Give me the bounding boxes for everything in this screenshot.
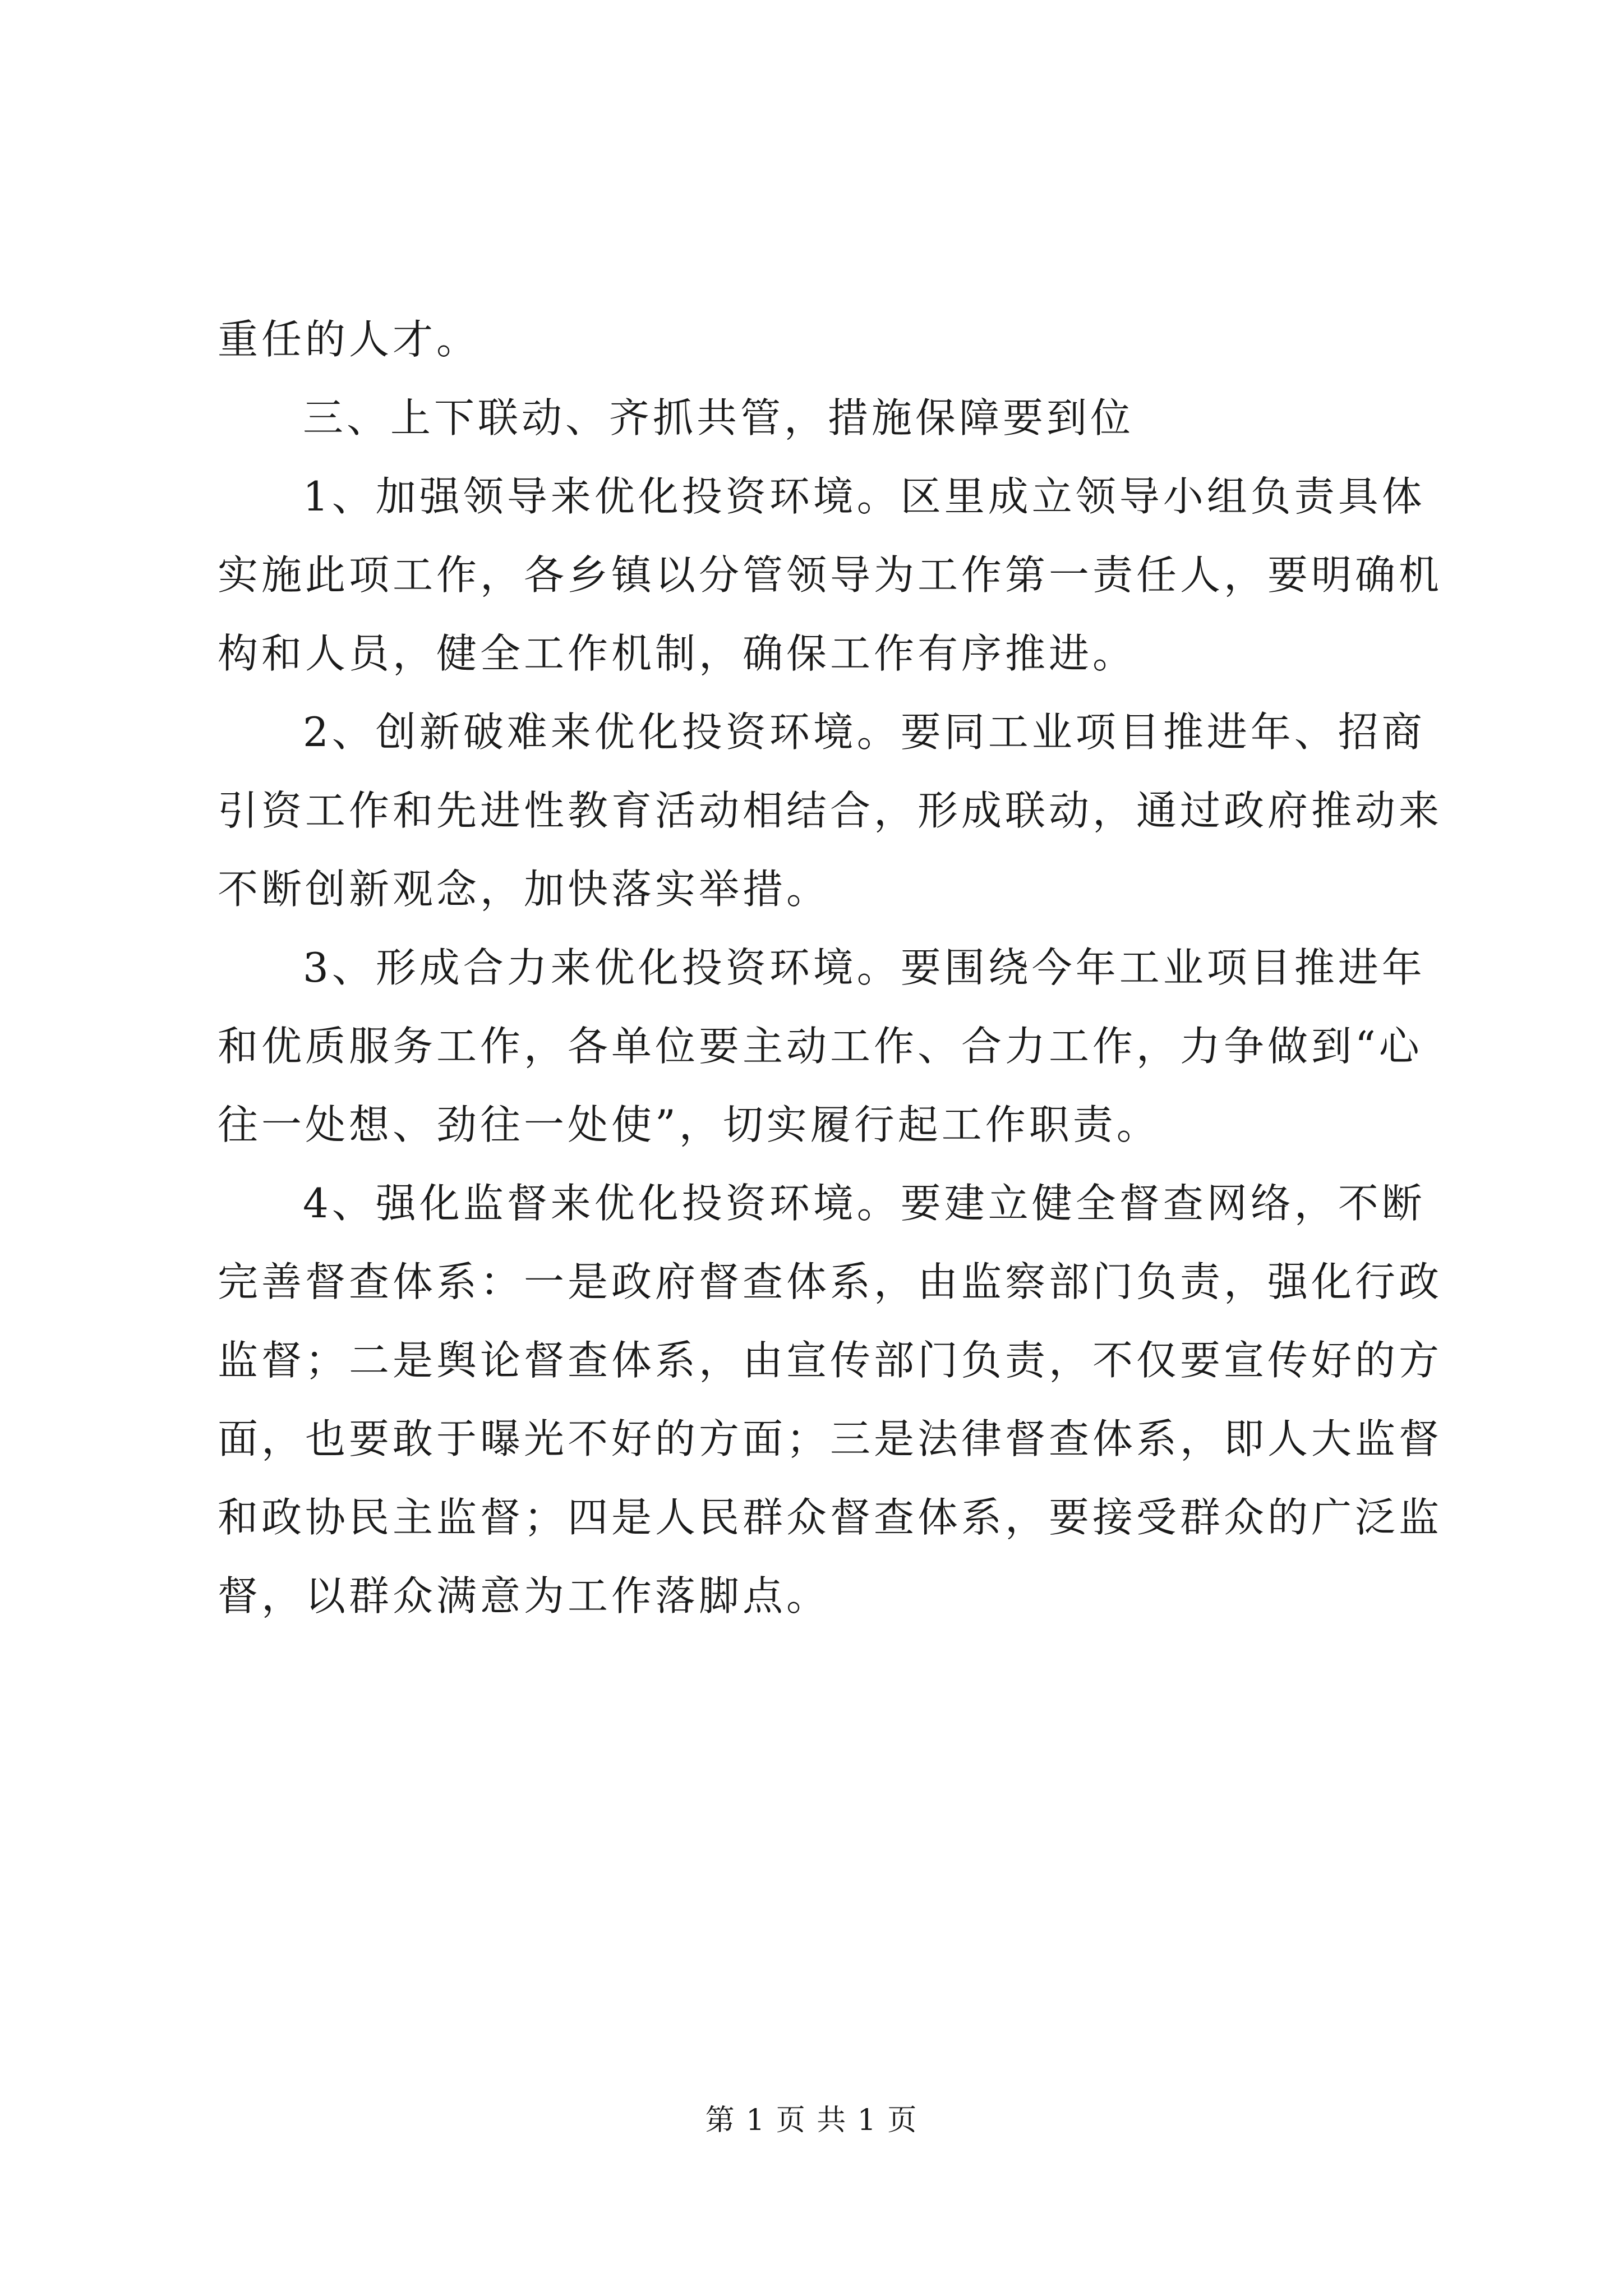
paragraph-line: 面，也要敢于曝光不好的方面；三是法律督查体系，即人大监督	[218, 1415, 1443, 1462]
paragraph-line: 和优质服务工作，各单位要主动工作、合力工作，力争做到“心	[218, 1023, 1423, 1070]
paragraph-line: 1、加强领导来优化投资环境。区里成立领导小组负责具体	[303, 473, 1426, 520]
section-heading: 三、上下联动、齐抓共管，措施保障要到位	[303, 394, 1135, 441]
page-footer: 第 1 页 共 1 页	[705, 2104, 918, 2137]
paragraph-line: 实施此项工作，各乡镇以分管领导为工作第一责任人，要明确机	[218, 551, 1443, 599]
paragraph-line: 2、创新破难来优化投资环境。要同工业项目推进年、招商	[303, 708, 1426, 756]
paragraph-line: 3、形成合力来优化投资环境。要围绕今年工业项目推进年	[303, 944, 1426, 991]
paragraph-line: 不断创新观念，加快落实举措。	[218, 866, 831, 913]
paragraph-line: 4、强化监督来优化投资环境。要建立健全督查网络，不断	[303, 1180, 1426, 1227]
paragraph-line: 监督；二是舆论督查体系，由宣传部门负责，不仅要宣传好的方	[218, 1337, 1443, 1384]
paragraph-line: 督，以群众满意为工作落脚点。	[218, 1572, 831, 1619]
paragraph-line: 构和人员，健全工作机制，确保工作有序推进。	[218, 630, 1137, 677]
paragraph-line: 完善督查体系：一是政府督查体系，由监察部门负责，强化行政	[218, 1258, 1443, 1305]
paragraph-line: 引资工作和先进性教育活动相结合，形成联动，通过政府推动来	[218, 787, 1443, 834]
paragraph-line: 重任的人才。	[218, 316, 481, 363]
paragraph-line: 往一处想、劲往一处使”，切实履行起工作职责。	[218, 1101, 1160, 1148]
paragraph-line: 和政协民主监督；四是人民群众督查体系，要接受群众的广泛监	[218, 1494, 1443, 1541]
